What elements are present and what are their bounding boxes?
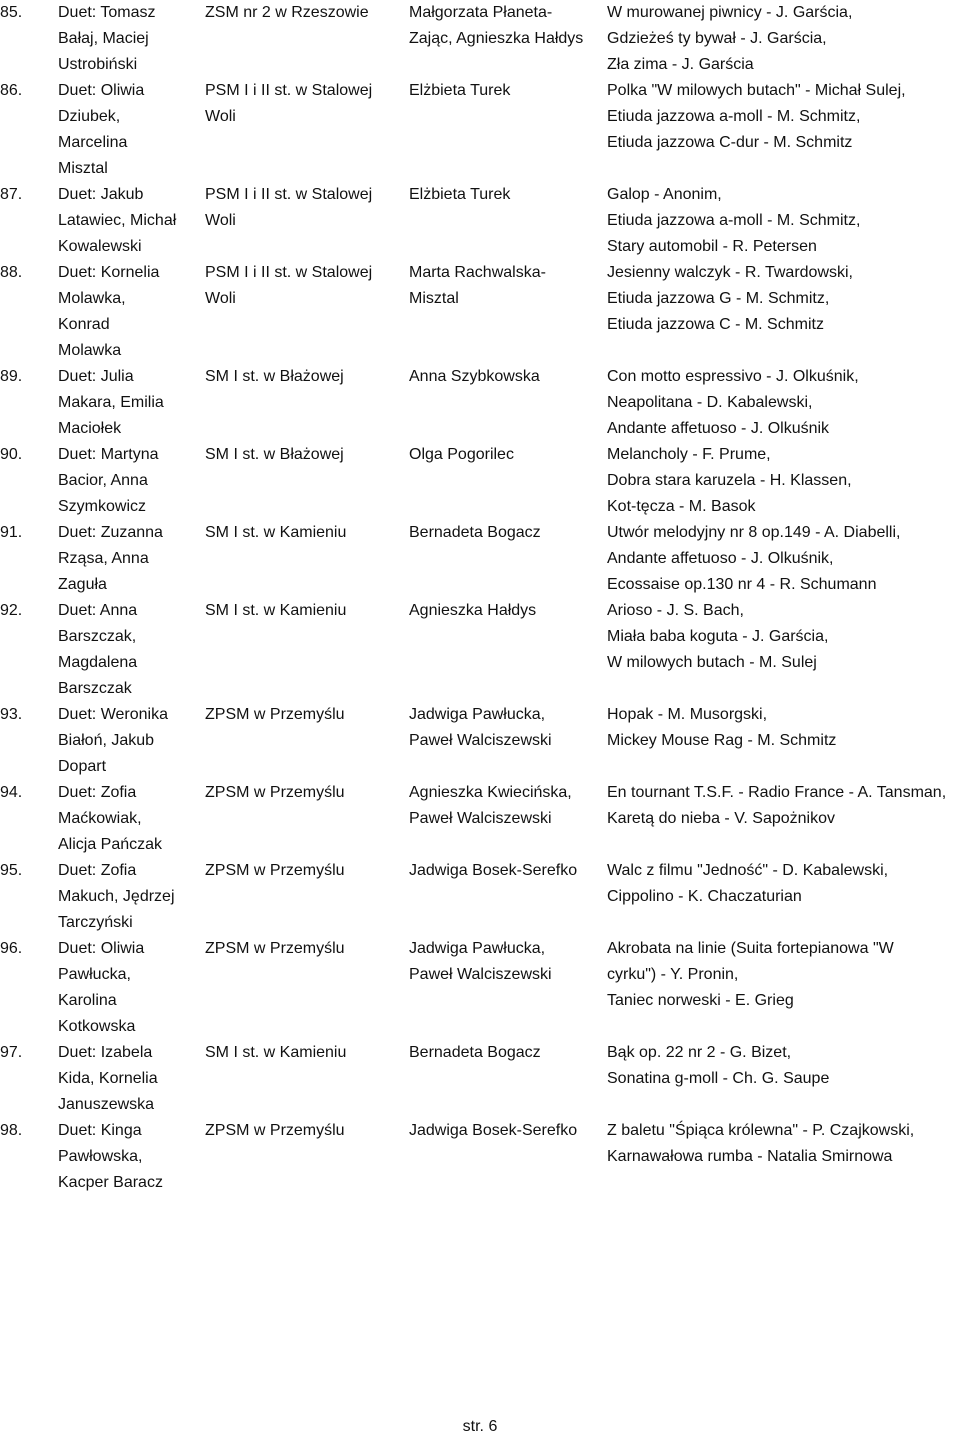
entry-number: 86. <box>0 82 23 99</box>
school-name: ZPSM w Przemyślu <box>205 1122 345 1139</box>
repertoire-list: Akrobata na linie (Suita fortepianowa "W cyrku") - Y. Pronin, Taniec norweski - E. Grieg <box>607 940 894 1009</box>
entry-number: 91. <box>0 524 23 541</box>
performer-names: Duet: Jakub Latawiec, Michał Kowalewski <box>58 186 177 255</box>
table-row <box>0 442 960 520</box>
performer-names: Duet: Julia Makara, Emilia Maciołek <box>58 368 164 437</box>
performer-names: Duet: Izabela Kida, Kornelia Januszewska <box>58 1044 158 1113</box>
teacher-names: Małgorzata Płaneta- Zając, Agnieszka Hałdys <box>409 4 584 47</box>
entry-number: 89. <box>0 368 23 385</box>
performer-names: Duet: Kinga Pawłowska, Kacper Baracz <box>58 1122 163 1191</box>
performer-names: Duet: Zofia Makuch, Jędrzej Tarczyński <box>58 862 175 931</box>
entry-number: 87. <box>0 186 23 203</box>
school-name: PSM I i II st. w Stalowej Woli <box>205 186 373 229</box>
school-name: PSM I i II st. w Stalowej Woli <box>205 82 373 125</box>
teacher-names: Jadwiga Pawłucka, Paweł Walciszewski <box>409 940 552 983</box>
performer-names: Duet: Tomasz Bałaj, Maciej Ustrobiński <box>58 4 156 73</box>
performer-names: Duet: Anna Barszczak, Magdalena Barszczak <box>58 602 138 697</box>
table-row <box>0 702 960 780</box>
entry-number: 97. <box>0 1044 23 1061</box>
entry-number: 92. <box>0 602 23 619</box>
entry-number: 93. <box>0 706 23 723</box>
entry-number: 90. <box>0 446 23 463</box>
repertoire-list: Bąk op. 22 nr 2 - G. Bizet, Sonatina g-moll - Ch. G. Saupe <box>607 1044 830 1087</box>
school-name: ZPSM w Przemyślu <box>205 940 345 957</box>
teacher-names: Olga Pogorilec <box>409 446 514 463</box>
teacher-names: Jadwiga Bosek-Serefko <box>409 862 578 879</box>
table-row <box>0 0 960 78</box>
school-name: ZPSM w Przemyślu <box>205 862 345 879</box>
table-row <box>0 260 960 364</box>
school-name: SM I st. w Błażowej <box>205 368 344 385</box>
entry-number: 95. <box>0 862 23 879</box>
teacher-names: Elżbieta Turek <box>409 82 511 99</box>
repertoire-list: Walc z filmu "Jedność" - D. Kabalewski, Cippolino - K. Chaczaturian <box>607 862 889 905</box>
table-row <box>0 520 960 598</box>
entry-number: 96. <box>0 940 23 957</box>
school-name: SM I st. w Kamieniu <box>205 1044 347 1061</box>
repertoire-list: Z baletu "Śpiąca królewna" - P. Czajkowski, Karnawałowa rumba - Natalia Smirnowa <box>607 1122 915 1165</box>
entry-number: 94. <box>0 784 23 801</box>
school-name: SM I st. w Błażowej <box>205 446 344 463</box>
school-name: ZPSM w Przemyślu <box>205 706 345 723</box>
repertoire-list: Hopak - M. Musorgski, Mickey Mouse Rag - M. Schmitz <box>607 706 837 749</box>
teacher-names: Agnieszka Kwiecińska, Paweł Walciszewski <box>409 784 572 827</box>
school-name: PSM I i II st. w Stalowej Woli <box>205 264 373 307</box>
teacher-names: Agnieszka Hałdys <box>409 602 537 619</box>
performer-names: Duet: Zofia Maćkowiak, Alicja Pańczak <box>58 784 163 853</box>
performer-names: Duet: Zuzanna Rząsa, Anna Zaguła <box>58 524 163 593</box>
school-name: SM I st. w Kamieniu <box>205 524 347 541</box>
repertoire-list: Utwór melodyjny nr 8 op.149 - A. Diabelli, Andante affetuoso - J. Olkuśnik, Ecossaise op.130 nr 4 - R. Schumann <box>607 524 901 593</box>
teacher-names: Bernadeta Bogacz <box>409 524 541 541</box>
school-name: ZSM nr 2 w Rzeszowie <box>205 4 369 21</box>
teacher-names: Bernadeta Bogacz <box>409 1044 541 1061</box>
performer-names: Duet: Oliwia Dziubek, Marcelina Misztal <box>58 82 145 177</box>
school-name: SM I st. w Kamieniu <box>205 602 347 619</box>
repertoire-list: Melancholy - F. Prume, Dobra stara karuzela - H. Klassen, Kot-tęcza - M. Basok <box>607 446 852 515</box>
teacher-names: Elżbieta Turek <box>409 186 511 203</box>
teacher-names: Jadwiga Bosek-Serefko <box>409 1122 578 1139</box>
table-row <box>0 936 960 1040</box>
performer-names: Duet: Oliwia Pawłucka, Karolina Kotkowska <box>58 940 145 1035</box>
repertoire-list: Con motto espressivo - J. Olkuśnik, Neapolitana - D. Kabalewski, Andante affetuoso - J. Olkuśnik <box>607 368 859 437</box>
performer-names: Duet: Martyna Bacior, Anna Szymkowicz <box>58 446 159 515</box>
entry-number: 85. <box>0 4 23 21</box>
table-row <box>0 1118 960 1196</box>
table-row <box>0 78 960 182</box>
table-row <box>0 780 960 858</box>
performer-names: Duet: Kornelia Molawka, Konrad Molawka <box>58 264 160 359</box>
repertoire-list: W murowanej piwnicy - J. Garścia, Gdzieżeś ty bywał - J. Garścia, Zła zima - J. Garścia <box>607 4 853 73</box>
table-row <box>0 1040 960 1118</box>
page-number: str. 6 <box>462 1418 498 1435</box>
performer-names: Duet: Weronika Białoń, Jakub Dopart <box>58 706 168 775</box>
table-row <box>0 858 960 936</box>
repertoire-list: En tournant T.S.F. - Radio France - A. Tansman, Karetą do nieba - V. Sapożnikov <box>607 784 947 827</box>
table-row <box>0 182 960 260</box>
repertoire-list: Jesienny walczyk - R. Twardowski, Etiuda jazzowa G - M. Schmitz, Etiuda jazzowa C - M. Schmitz <box>607 264 853 333</box>
school-name: ZPSM w Przemyślu <box>205 784 345 801</box>
entry-number: 98. <box>0 1122 23 1139</box>
entry-number: 88. <box>0 264 23 281</box>
repertoire-list: Galop - Anonim, Etiuda jazzowa a-moll - M. Schmitz, Stary automobil - R. Petersen <box>607 186 861 255</box>
table-row <box>0 598 960 702</box>
teacher-names: Marta Rachwalska- Misztal <box>409 264 546 307</box>
teacher-names: Anna Szybkowska <box>409 368 540 385</box>
repertoire-list: Arioso - J. S. Bach, Miała baba koguta - J. Garścia, W milowych butach - M. Sulej <box>607 602 829 671</box>
teacher-names: Jadwiga Pawłucka, Paweł Walciszewski <box>409 706 552 749</box>
repertoire-list: Polka "W milowych butach" - Michał Sulej, Etiuda jazzowa a-moll - M. Schmitz, Etiuda jazzowa C-dur - M. Schmitz <box>607 82 906 151</box>
table-row <box>0 364 960 442</box>
